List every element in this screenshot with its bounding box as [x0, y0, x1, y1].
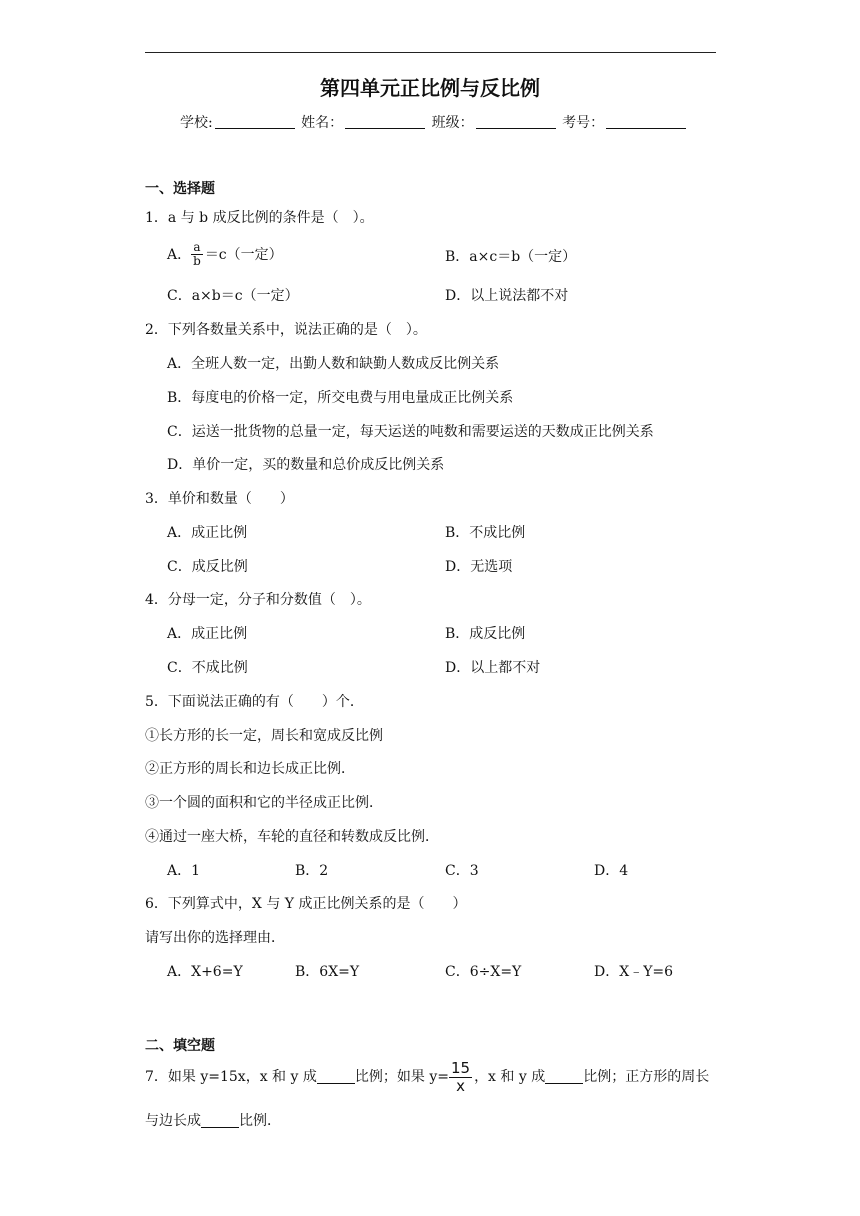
q5-option-b[interactable]: B．2 — [295, 863, 329, 879]
q1-option-b[interactable]: B．a×c＝b（一定） — [445, 249, 577, 265]
q2-stem: 2．下列各数量关系中，说法正确的是（ ）。 — [145, 322, 427, 338]
q7-blank-3[interactable] — [201, 1115, 239, 1128]
q4-option-c[interactable]: C．不成比例 — [167, 660, 248, 676]
q5-statement-2: ②正方形的周长和边长成正比例． — [145, 761, 355, 777]
q7-blank-1[interactable] — [317, 1071, 355, 1084]
q4-option-d[interactable]: D．以上都不对 — [445, 660, 541, 676]
q7-fraction — [449, 1060, 472, 1094]
q6-stem: 6．下列算式中，X 与 Y 成正比例关系的是（ ） — [145, 896, 467, 912]
q1-a-numerator: a — [191, 241, 203, 255]
q6-note: 请写出你的选择理由． — [145, 930, 285, 946]
q1-option-d[interactable]: D．以上说法都不对 — [445, 288, 569, 304]
q4-option-b[interactable]: B．成反比例 — [445, 626, 526, 642]
q2-option-b[interactable]: B．每度电的价格一定，所交电费与用电量成正比例关系 — [167, 390, 514, 406]
q3-option-c[interactable]: C．成反比例 — [167, 559, 248, 575]
q6-option-b[interactable]: B．6X=Y — [295, 964, 360, 980]
q2-option-d[interactable]: D．单价一定，买的数量和总价成反比例关系 — [167, 457, 445, 473]
school-label: 学校: — [180, 115, 213, 131]
q5-statement-4: ④通过一座大桥，车轮的直径和转数成反比例． — [145, 829, 439, 845]
q7-fraction-denominator: x — [456, 1076, 465, 1095]
q6-option-a[interactable]: A．X+6=Y — [167, 964, 243, 980]
name-blank[interactable] — [345, 116, 425, 129]
q1-a-prefix: A． — [167, 246, 192, 263]
q1-option-a[interactable] — [167, 241, 283, 268]
school-blank[interactable] — [215, 116, 295, 129]
page-title: 第四单元正比例与反比例 — [320, 76, 540, 100]
class-blank[interactable] — [476, 116, 556, 129]
number-label: 考号： — [562, 115, 605, 131]
q6-option-d[interactable]: D．X﹣Y=6 — [594, 964, 674, 980]
q1-option-c[interactable]: C．a×b＝c（一定） — [167, 288, 299, 304]
q5-statement-1: ①长方形的长一定，周长和宽成反比例 — [145, 728, 383, 744]
q5-option-a[interactable]: A．1 — [167, 863, 201, 879]
section-heading-fill: 二、填空题 — [145, 1038, 215, 1054]
q4-option-a[interactable]: A．成正比例 — [167, 626, 248, 642]
q1-a-denominator: b — [193, 254, 201, 269]
q3-option-d[interactable]: D．无选项 — [445, 559, 513, 575]
q7-line-2a: 与边长成 — [145, 1113, 201, 1129]
q1-stem: 1．a 与 b 成反比例的条件是（ ）。 — [145, 210, 374, 226]
q7-line-2 — [145, 1114, 281, 1128]
q5-option-d[interactable]: D．4 — [594, 863, 629, 879]
q7-blank-2[interactable] — [545, 1071, 583, 1084]
q1-a-fraction — [191, 241, 203, 268]
q2-option-a[interactable]: A．全班人数一定，出勤人数和缺勤人数成反比例关系 — [167, 356, 500, 372]
q7-part-1: 7．如果 y=15x，x 和 y 成 — [145, 1069, 317, 1085]
q2-option-c[interactable]: C．运送一批货物的总量一定，每天运送的吨数和需要运送的天数成正比例关系 — [167, 424, 654, 440]
q7-line-2b: 比例． — [239, 1113, 281, 1129]
q7-fraction-numerator: 15 — [450, 1059, 471, 1077]
q7-part-3: ，x 和 y 成 — [474, 1069, 546, 1085]
q5-option-c[interactable]: C．3 — [445, 863, 479, 879]
q5-stem: 5．下面说法正确的有（ ）个． — [145, 694, 364, 710]
q5-statement-3: ③一个圆的面积和它的半径成正比例． — [145, 795, 383, 811]
q7-line-1 — [145, 1060, 709, 1094]
q3-option-a[interactable]: A．成正比例 — [167, 525, 248, 541]
q7-part-4: 比例；正方形的周长 — [583, 1069, 710, 1085]
class-label: 班级： — [431, 115, 474, 131]
q3-stem: 3．单价和数量（ ） — [145, 491, 294, 507]
q1-a-suffix: ＝c（一定） — [204, 246, 283, 263]
student-info-line — [180, 116, 688, 130]
header-rule — [145, 52, 716, 53]
q7-part-2: 比例；如果 y= — [354, 1069, 449, 1085]
number-blank[interactable] — [606, 116, 686, 129]
name-label: 姓名： — [301, 115, 344, 131]
q4-stem: 4．分母一定，分子和分数值（ ）。 — [145, 592, 371, 608]
q6-option-c[interactable]: C．6÷X=Y — [445, 964, 522, 980]
q3-option-b[interactable]: B．不成比例 — [445, 525, 526, 541]
section-heading-choice: 一、选择题 — [145, 181, 215, 197]
